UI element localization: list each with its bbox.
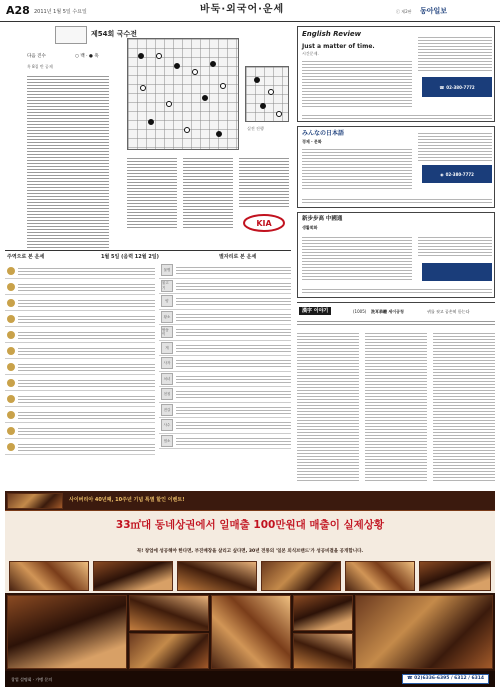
zodiac-fortune-title: 주역으로 본 운세 [7, 254, 45, 260]
go-stone-icon [148, 119, 154, 125]
ad-headline: 33㎡대 동네상권에서 일매출 100만원대 매출이 실제상황 [115, 519, 385, 531]
hanja-title: 漢字 이야기 [302, 308, 329, 314]
english-dialogue [302, 59, 412, 109]
ad-photo [293, 633, 353, 669]
list-item [5, 375, 155, 391]
issue-date: 2011년 1월 5일 수요일 [34, 9, 87, 15]
ad-photo-grid [5, 595, 495, 671]
svg-text:KIA: KIA [256, 219, 272, 228]
japanese-title: みんなの日本語 [302, 130, 345, 137]
list-item [159, 387, 291, 403]
zodiac-icon: 염소 [161, 435, 173, 447]
zodiac-icon [7, 363, 15, 371]
zodiac-icon [7, 267, 15, 275]
hanja-body-col-1 [297, 331, 359, 481]
globe-icon: ◉ [440, 171, 444, 177]
zodiac-icon: 물고기 [161, 280, 173, 292]
list-item [159, 279, 291, 295]
phone-icon: ☎ [439, 84, 445, 90]
list-item [5, 263, 155, 279]
zodiac-icon [7, 443, 15, 451]
go-stone-icon [138, 53, 144, 59]
page-number: A28 [6, 4, 30, 17]
list-item [5, 391, 155, 407]
zodiac-icon [7, 427, 15, 435]
english-review-box [297, 26, 495, 122]
ad-photo [293, 595, 353, 631]
go-stone-icon [254, 77, 260, 83]
ad-photo [355, 595, 493, 669]
ad-photo [7, 595, 127, 669]
japanese-subtitle: 경제 · 문화 [302, 139, 322, 144]
fortune-section [5, 253, 291, 487]
zodiac-icon [7, 347, 15, 355]
list-item [5, 423, 155, 439]
ad-banner [5, 491, 495, 511]
zodiac-icon [7, 411, 15, 419]
zodiac-icon [7, 283, 15, 291]
go-stone-icon [192, 69, 198, 75]
list-item [5, 279, 155, 295]
chinese-subtitle: 생활회화 [302, 225, 318, 230]
zodiac-icon [7, 331, 15, 339]
english-footer [302, 113, 492, 119]
baduk-commentary [27, 74, 109, 248]
daily-fortune-date: 1월 5일 (음력 12월 2일) [101, 254, 159, 260]
hanja-body-col-3 [433, 331, 495, 481]
ad-photo [419, 561, 491, 591]
english-contact-box [422, 77, 492, 97]
franchise-advertisement[interactable] [5, 491, 495, 687]
list-item [159, 434, 291, 450]
zodiac-icon [7, 299, 15, 307]
go-stone-icon [216, 131, 222, 137]
constellation-fortune-title: 별자리로 본 운세 [219, 254, 257, 260]
hanja-subtitle: 洗耳恭聽 세이공청 [371, 309, 404, 314]
japanese-contact: 02-380-7772 [445, 171, 474, 177]
baduk-analysis-2 [183, 156, 233, 230]
japanese-footer [302, 197, 492, 203]
list-item [159, 403, 291, 419]
hanja-lead [297, 319, 495, 326]
go-stone-icon [166, 101, 172, 107]
baduk-analysis-1 [127, 156, 177, 230]
section-title: 바둑·외국어·운세 [200, 4, 285, 15]
ad-subheadline: 꼭! 창업에 성공해야 한다면, 부진매장을 살리고 싶다면, 30년 전통의 '일본 외식브랜드'가 성공비결을 공개합니다. [136, 549, 364, 554]
english-expressions [418, 35, 492, 73]
hanja-number: (1005) [353, 309, 367, 314]
edition-label: ⓒ 제2판 [396, 9, 412, 14]
list-item [159, 325, 291, 341]
baduk-logo [55, 26, 87, 44]
go-stone-icon [184, 127, 190, 133]
list-item [5, 327, 155, 343]
divider [5, 250, 291, 251]
ad-photo [129, 595, 209, 631]
list-item [159, 356, 291, 372]
zodiac-icon: 황소 [161, 311, 173, 323]
go-stone-icon [174, 63, 180, 69]
chinese-notes [418, 235, 492, 257]
zodiac-icon: 양 [161, 295, 173, 307]
english-lesson-subtitle: 시간문제. [302, 51, 319, 56]
hanja-title-badge [299, 307, 331, 315]
english-contact: 02-380-7772 [446, 84, 475, 90]
ad-photo [177, 561, 257, 591]
zodiac-icon: 게 [161, 342, 173, 354]
english-section-title: English Review [302, 30, 362, 38]
ad-photo [7, 493, 63, 509]
kia-logo-icon [241, 212, 287, 232]
list-item [159, 294, 291, 310]
newspaper-name: 동아일보 [420, 7, 448, 15]
zodiac-icon: 사자 [161, 357, 173, 369]
zodiac-icon: 물병 [161, 264, 173, 276]
chinese-contact-box [422, 263, 492, 281]
baduk-subtitle: 흑 8집 반 공제 [27, 64, 53, 69]
japanese-dialogue [302, 147, 412, 191]
chinese-box [297, 212, 495, 298]
list-item [159, 310, 291, 326]
go-board-variation [245, 66, 289, 122]
hanja-headline: 귀를 씻고 공손히 듣는다 [427, 309, 470, 314]
zodiac-icon [7, 315, 15, 323]
ad-phone: 02)6336-6395 / 6312 / 6314 [414, 676, 484, 682]
baduk-column [5, 26, 291, 248]
list-item [159, 263, 291, 279]
english-lesson-title: Just a matter of time. [302, 43, 375, 50]
constellation-fortune-list [159, 263, 291, 485]
ad-footer [5, 671, 495, 687]
baduk-analysis-3 [239, 156, 289, 208]
ad-headline-area [5, 511, 495, 593]
go-stone-icon [260, 103, 266, 109]
list-item [5, 407, 155, 423]
zodiac-icon: 사수 [161, 419, 173, 431]
go-stone-icon [268, 89, 274, 95]
list-item [159, 418, 291, 434]
chinese-footer [302, 287, 492, 293]
baduk-caption: 실전 진행 [247, 126, 264, 131]
baduk-players: ○ 백 · ● 흑 [75, 54, 99, 59]
baduk-round: 다음 진수 [27, 54, 46, 59]
baduk-title: 제54회 국수전 [91, 30, 137, 38]
list-item [5, 343, 155, 359]
go-stone-icon [276, 111, 282, 117]
ad-photo [129, 633, 209, 669]
go-stone-icon [202, 95, 208, 101]
go-stone-icon [156, 53, 162, 59]
zodiac-fortune-list [5, 263, 155, 485]
language-column [297, 26, 495, 488]
hanja-body-col-2 [365, 331, 427, 481]
ad-photo [261, 561, 341, 591]
ad-photo [9, 561, 89, 591]
hanja-story [297, 302, 495, 488]
japanese-notes [418, 131, 492, 161]
go-stone-icon [140, 85, 146, 91]
zodiac-icon: 처녀 [161, 373, 173, 385]
list-item [5, 311, 155, 327]
ad-phone-box[interactable] [402, 674, 489, 684]
japanese-box [297, 126, 495, 208]
chinese-dialogue [302, 235, 412, 281]
go-board-main [127, 38, 239, 150]
zodiac-icon [7, 395, 15, 403]
ad-photo [93, 561, 173, 591]
list-item [5, 439, 155, 455]
zodiac-icon: 쌍둥이 [161, 326, 173, 338]
zodiac-icon: 전갈 [161, 404, 173, 416]
go-stone-icon [220, 83, 226, 89]
list-item [5, 359, 155, 375]
ad-photo [345, 561, 415, 591]
zodiac-icon [7, 379, 15, 387]
chinese-title: 新步步高 中國通 [302, 216, 343, 222]
phone-icon: ☎ [406, 676, 413, 682]
list-item [159, 341, 291, 357]
zodiac-icon: 천칭 [161, 388, 173, 400]
japanese-contact-box [422, 165, 492, 183]
ad-photo [211, 595, 291, 669]
go-stone-icon [210, 61, 216, 67]
list-item [5, 295, 155, 311]
ad-banner-text: 사이버리아 40년째, 10주년 기념 특별 할인 이벤트! [69, 497, 185, 503]
list-item [159, 372, 291, 388]
ad-footer-text: 창업 설명회 · 가맹 문의 [11, 676, 53, 682]
page-header [0, 0, 500, 22]
